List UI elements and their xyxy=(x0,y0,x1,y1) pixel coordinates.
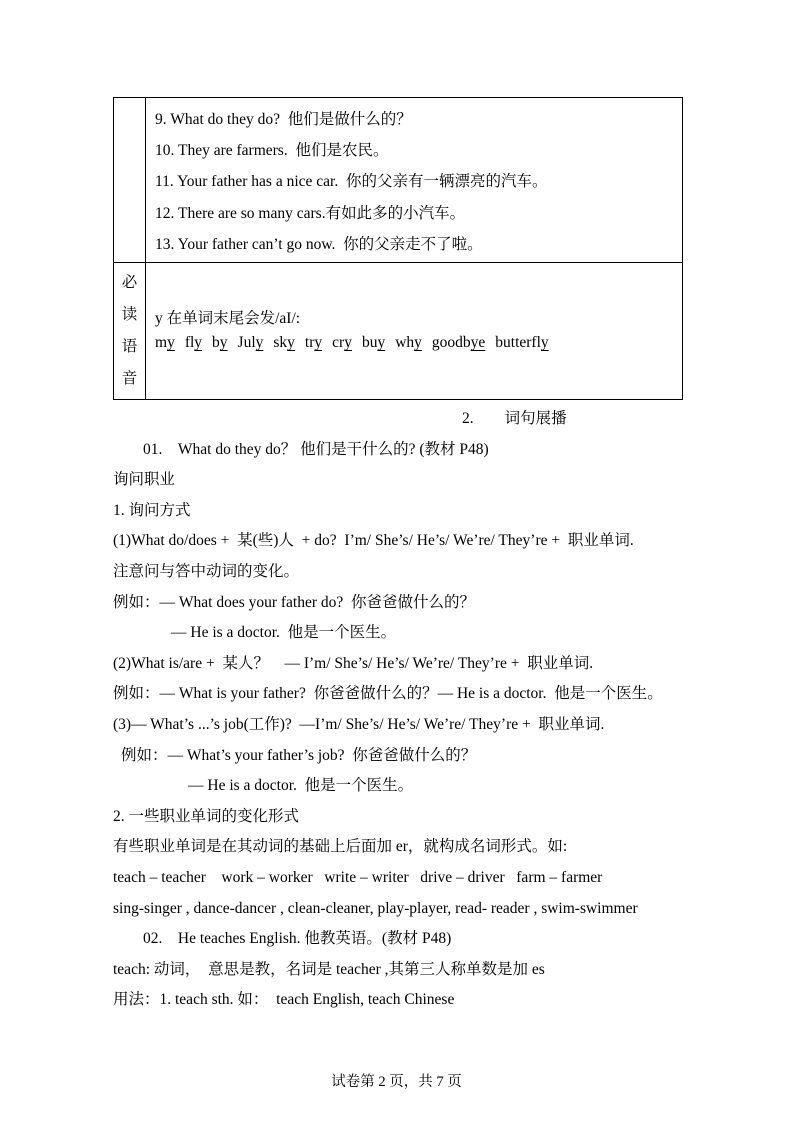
text-line: (3)— What’s ...’s job(工作)? —I’m/ She’s/ He’s/ We’re/ They’re + 职业单词. xyxy=(113,715,605,733)
phonics-content-cell xyxy=(146,263,683,400)
page-number-footer: 试卷第 2 页，共 7 页 xyxy=(331,1074,462,1090)
sentence-line: 12. There are so many cars.有如此多的小汽车。 xyxy=(155,204,466,222)
phonics-word: fly xyxy=(184,334,203,352)
must-read-phonics-label xyxy=(114,263,145,399)
text-line: 1. 询问方式 xyxy=(113,501,191,519)
text-line: 例如：— What’s your father’s job? 你爸爸做什么的？ xyxy=(121,746,477,764)
label-char: 音 xyxy=(121,370,138,388)
label-char: 必 xyxy=(121,274,138,292)
phonics-word: July xyxy=(237,334,264,352)
text-line: 用法：1. teach sth. 如： teach English, teach Chinese xyxy=(113,991,455,1009)
lesson-notes xyxy=(113,400,683,1016)
text-line: 询问职业 xyxy=(113,471,176,489)
text-line: teach: 动词， 意思是教，名词是 teacher ,其第三人称单数是加 es xyxy=(113,960,545,978)
sentence-line: 10. They are farmers. 他们是农民。 xyxy=(155,142,389,160)
phonics-word: by xyxy=(212,334,228,352)
label-char: 语 xyxy=(121,338,138,356)
empty-side-cell xyxy=(114,98,146,263)
text-line: 2. 一些职业单词的变化形式 xyxy=(113,807,300,825)
phonics-word: try xyxy=(304,334,323,352)
label-char: 读 xyxy=(121,306,138,324)
heading-words-section: 2. 词句展播 xyxy=(462,410,567,428)
text-line: sing-singer , dance-dancer , clean-cleaner, play-player, read- reader , swim-swimmer xyxy=(113,899,638,917)
page-content xyxy=(113,97,683,1016)
table-row-phonics xyxy=(114,263,683,400)
phonics-word: sky xyxy=(273,334,295,352)
phonics-line xyxy=(155,307,673,355)
item-02-heading: 02. He teaches English. 他教英语。(教材 P48) xyxy=(143,930,452,948)
text-line: 有些职业单词是在其动词的基础上后面加 er，就构成名词形式。如: xyxy=(113,838,568,856)
sentence-line: 9. What do they do? 他们是做什么的？ xyxy=(155,111,412,128)
text-line: (1)What do/does + 某(些)人 + do? I’m/ She’s/ He’s/ We’re/ They’re + 职业单词. xyxy=(113,532,634,550)
phonics-word: goodbye xyxy=(431,334,486,352)
item-01-heading: 01. What do they do？ 他们是干什么的? (教材 P48) xyxy=(143,440,489,458)
phonics-word: butterfly xyxy=(495,334,549,352)
phonics-label-cell xyxy=(114,263,146,400)
sentence-line: 13. Your father can’t go now. 你的父亲走不了啦。 xyxy=(155,235,483,253)
text-line: — He is a doctor. 他是一个医生。 xyxy=(171,624,397,642)
phonics-word: buy xyxy=(361,334,386,352)
phonics-word: why xyxy=(395,334,422,352)
text-line: (2)What is/are + 某人？ — I’m/ She’s/ He’s/ We’re/ They’re + 职业单词. xyxy=(113,654,594,672)
phonics-rule-text: y 在单词末尾会发/aI/: xyxy=(155,310,304,328)
sentence-list-cell xyxy=(146,98,683,263)
sentence-line: 11. Your father has a nice car. 你的父亲有一辆漂亮的汽车。 xyxy=(155,173,548,191)
phonics-word: my xyxy=(155,334,175,352)
table-row-sentences xyxy=(114,98,683,263)
text-line: teach – teacher work – worker write – writer drive – driver farm – farmer xyxy=(113,868,603,886)
phonics-word: cry xyxy=(332,334,352,352)
text-line: — He is a doctor. 他是一个医生。 xyxy=(188,777,414,795)
text-line: 例如：— What does your father do? 你爸爸做什么的？ xyxy=(113,593,476,611)
sentence-table xyxy=(113,97,683,400)
text-line: 例如：— What is your father? 你爸爸做什么的？— He is a doctor. 他是一个医生。 xyxy=(113,685,663,703)
text-line: 注意问与答中动词的变化。 xyxy=(113,562,300,580)
